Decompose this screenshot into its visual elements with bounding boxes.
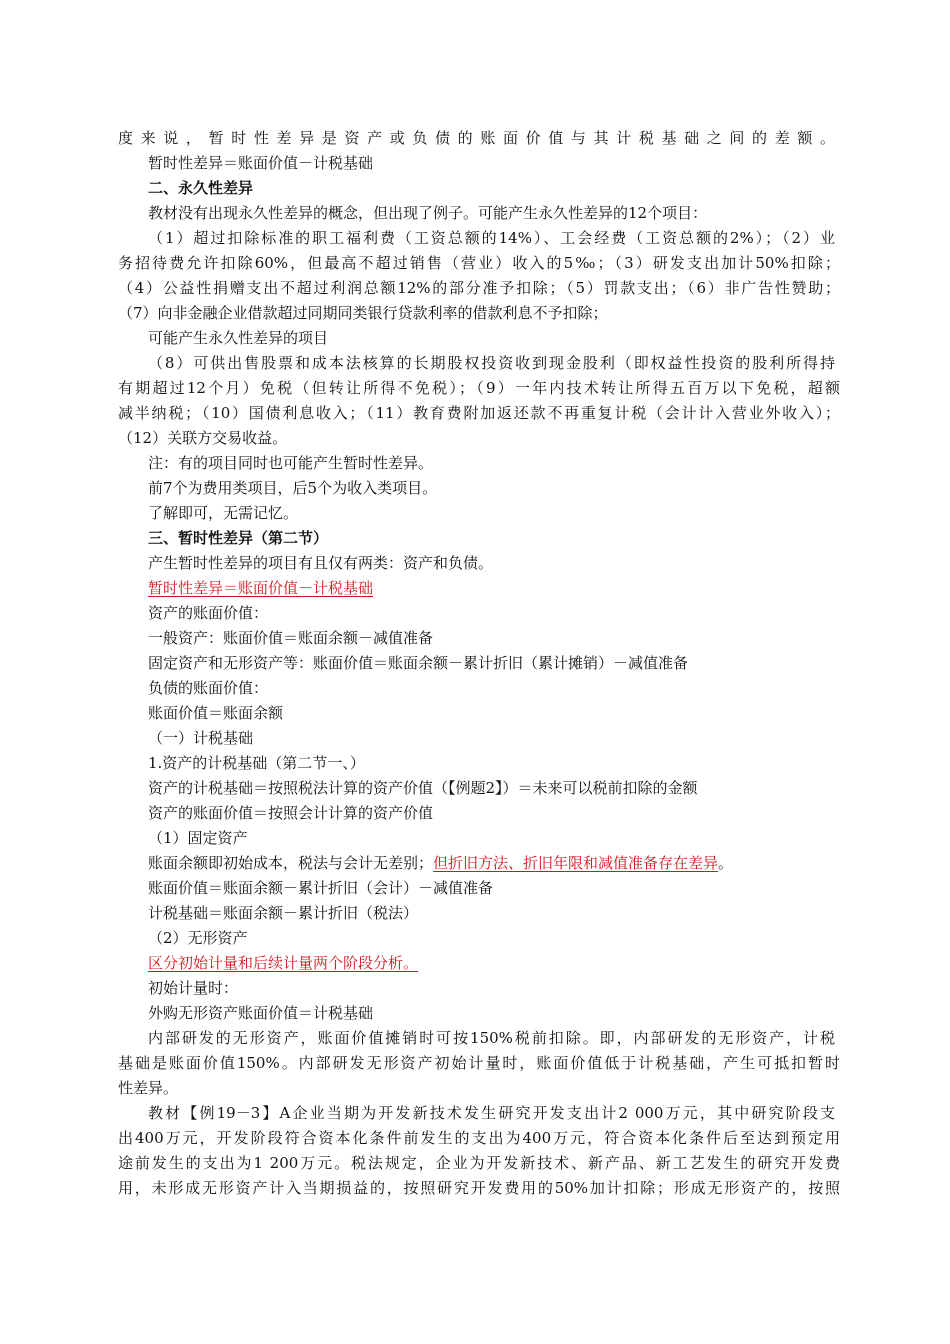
- paragraph-line: 教材没有出现永久性差异的概念，但出现了例子。可能产生永久性差异的12个项目：: [148, 204, 708, 222]
- formula-line: 资产的账面价值＝按照会计计算的资产价值: [148, 804, 434, 822]
- paragraph-line: （8）可供出售股票和成本法核算的长期股权投资收到现金股利（即权益性投资的股利所得持: [148, 354, 835, 372]
- paragraph-line: （4）公益性捐赠支出不超过利润总额12%的部分准予扣除；（5）罚款支出；（6）非广告性赞助；: [118, 279, 840, 297]
- subsection-heading: 1.资产的计税基础（第二节一、）: [148, 754, 365, 772]
- formula-line: 账面价值＝账面余额－累计折旧（会计）－减值准备: [148, 879, 494, 897]
- paragraph-line: 基础是账面价值150%。内部研发无形资产初始计量时，账面价值低于计税基础，产生可抵扣暂时: [118, 1054, 840, 1072]
- paragraph-line: 度来说，暂时性差异是资产或负债的账面价值与其计税基础之间的差额。: [118, 129, 835, 147]
- section-heading: 二、永久性差异: [148, 179, 254, 197]
- paragraph-line: 产生暂时性差异的项目有且仅有两类：资产和负债。: [148, 554, 494, 572]
- paragraph-line: 减半纳税；（10）国债利息收入；（11）教育费附加返还款不再重复计税（会计计入营业外收入）；: [118, 404, 840, 422]
- paragraph-line: [148, 853, 733, 873]
- paragraph-line: 性差异。: [118, 1079, 179, 1097]
- formula-line: 固定资产和无形资产等：账面价值＝账面余额－累计折旧（累计摊销）－减值准备: [148, 654, 689, 672]
- paragraph-line: 内部研发的无形资产，账面价值摊销时可按150%税前扣除。即，内部研发的无形资产，计税: [148, 1029, 835, 1047]
- formula-line: 暂时性差异＝账面价值－计税基础: [148, 154, 374, 172]
- note-line: 注：有的项目同时也可能产生暂时性差异。: [148, 454, 434, 472]
- paragraph-line: 有期超过12个月）免税（但转让所得不免税）；（9）一年内技术转让所得五百万以下免税，超额: [118, 379, 840, 397]
- formula-line: 一般资产：账面价值＝账面余额－减值准备: [148, 629, 434, 647]
- paragraph-line: （1）超过扣除标准的职工福利费（工资总额的14%）、工会经费（工资总额的2%）；（2）业: [148, 229, 835, 247]
- paragraph-line: （7）向非金融企业借款超过同期同类银行贷款利率的借款利息不予扣除；: [118, 304, 608, 322]
- subsection-heading: （2）无形资产: [148, 929, 248, 947]
- paragraph-line: 务招待费允许扣除60%，但最高不超过销售（营业）收入的5‰；（3）研发支出加计50%扣除；: [118, 254, 840, 272]
- subsection-heading: （一）计税基础: [148, 729, 254, 747]
- example-line: 教材【例19－3】A企业当期为开发新技术发生研究开发支出计2 000万元，其中研究阶段支: [148, 1104, 835, 1122]
- highlighted-formula: 暂时性差异＝账面价值－计税基础: [148, 579, 374, 597]
- formula-line: 资产的计税基础＝按照税法计算的资产价值（【例题2】）＝未来可以税前扣除的金额: [148, 779, 698, 797]
- highlighted-text: 但折旧方法、折旧年限和减值准备存在差异: [433, 854, 719, 872]
- paragraph-line: 初始计量时：: [148, 979, 239, 997]
- plain-text: 。: [718, 854, 734, 872]
- section-heading: 三、暂时性差异（第二节）: [148, 529, 329, 547]
- paragraph-line: （12）关联方交易收益。: [118, 429, 288, 447]
- formula-line: 计税基础＝账面余额－累计折旧（税法）: [148, 904, 419, 922]
- subsection-heading: （1）固定资产: [148, 829, 248, 847]
- example-line: 用，未形成无形资产计入当期损益的，按照研究开发费用的50%加计扣除；形成无形资产的，按照: [118, 1179, 840, 1197]
- example-line: 途前发生的支出为1 200万元。税法规定，企业为开发新技术、新产品、新工艺发生的研究开发费: [118, 1154, 840, 1172]
- formula-line: 账面价值＝账面余额: [148, 704, 284, 722]
- highlighted-text: 区分初始计量和后续计量两个阶段分析。: [148, 954, 419, 972]
- paragraph-line: 可能产生永久性差异的项目: [148, 329, 329, 347]
- plain-text: 账面余额即初始成本，税法与会计无差别；: [148, 854, 434, 872]
- paragraph-line: 负债的账面价值：: [148, 679, 269, 697]
- paragraph-line: 前7个为费用类项目，后5个为收入类项目。: [148, 479, 438, 497]
- paragraph-line: 了解即可，无需记忆。: [148, 504, 299, 522]
- example-line: 出400万元，开发阶段符合资本化条件前发生的支出为400万元，符合资本化条件后至达到预定用: [118, 1129, 840, 1147]
- paragraph-line: 资产的账面价值：: [148, 604, 269, 622]
- formula-line: 外购无形资产账面价值＝计税基础: [148, 1004, 374, 1022]
